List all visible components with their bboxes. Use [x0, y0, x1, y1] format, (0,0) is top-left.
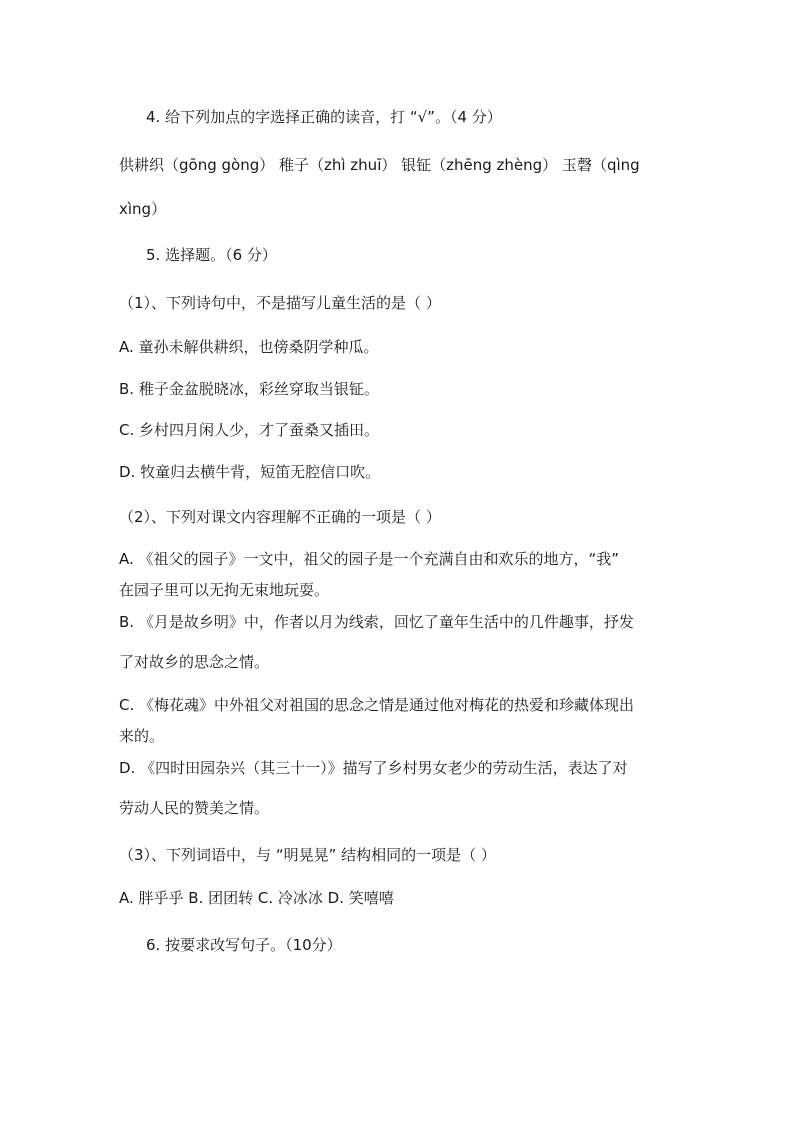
question-4-pinyin-line-2: xìng） — [119, 200, 167, 218]
question-4-pinyin-line-1: 供耕织（gōng gòng） 稚子（zhì zhuī） 银钲（zhēng zhèng） 玉磬（qìng — [119, 156, 640, 174]
question-5-2-option-b-line-1: B. 《月是故乡明》中，作者以月为线索，回忆了童年生活中的几件趣事，抒发 — [119, 613, 634, 631]
question-5-2-option-d-line-2: 劳动人民的赞美之情。 — [119, 799, 270, 817]
question-5-3-options: A. 胖乎乎 B. 团团转 C. 冷冰冰 D. 笑嘻嘻 — [119, 889, 394, 907]
question-5-1-option-b: B. 稚子金盆脱晓冰，彩丝穿取当银钲。 — [119, 380, 379, 398]
question-5-2-option-a-line-1: A. 《祖父的园子》一文中，祖父的园子是一个充满自由和欢乐的地方，“我” — [119, 550, 620, 568]
question-5-1-option-c: C. 乡村四月闲人少，才了蚕桑又插田。 — [119, 421, 380, 439]
question-6-heading: 6. 按要求改写句子。（10分） — [146, 936, 342, 954]
question-5-2-option-a-line-2: 在园子里可以无拘无束地玩耍。 — [119, 581, 330, 599]
question-5-1-option-a: A. 童孙未解供耕织，也傍桑阴学种瓜。 — [119, 338, 379, 356]
question-5-1-stem: （1）、下列诗句中，不是描写儿童生活的是（ ） — [119, 294, 441, 312]
question-5-3-stem: （3）、下列词语中，与 “明晃晃” 结构相同的一项是（ ） — [119, 846, 496, 864]
question-4-heading: 4. 给下列加点的字选择正确的读音，打 “√”。（4 分） — [146, 108, 502, 126]
question-5-2-option-b-line-2: 了对故乡的思念之情。 — [119, 653, 270, 671]
question-5-1-option-d: D. 牧童归去横牛背，短笛无腔信口吹。 — [119, 463, 381, 481]
question-5-2-option-d-line-1: D. 《四时田园杂兴（其三十一）》描写了乡村男女老少的劳动生活，表达了对 — [119, 759, 628, 777]
question-5-2-option-c-line-2: 来的。 — [119, 727, 165, 745]
question-5-heading: 5. 选择题。（6 分） — [146, 246, 277, 264]
question-5-2-stem: （2）、下列对课文内容理解不正确的一项是（ ） — [119, 508, 441, 526]
question-5-2-option-c-line-1: C. 《梅花魂》中外祖父对祖国的思念之情是通过他对梅花的热爱和珍藏体现出 — [119, 696, 635, 714]
